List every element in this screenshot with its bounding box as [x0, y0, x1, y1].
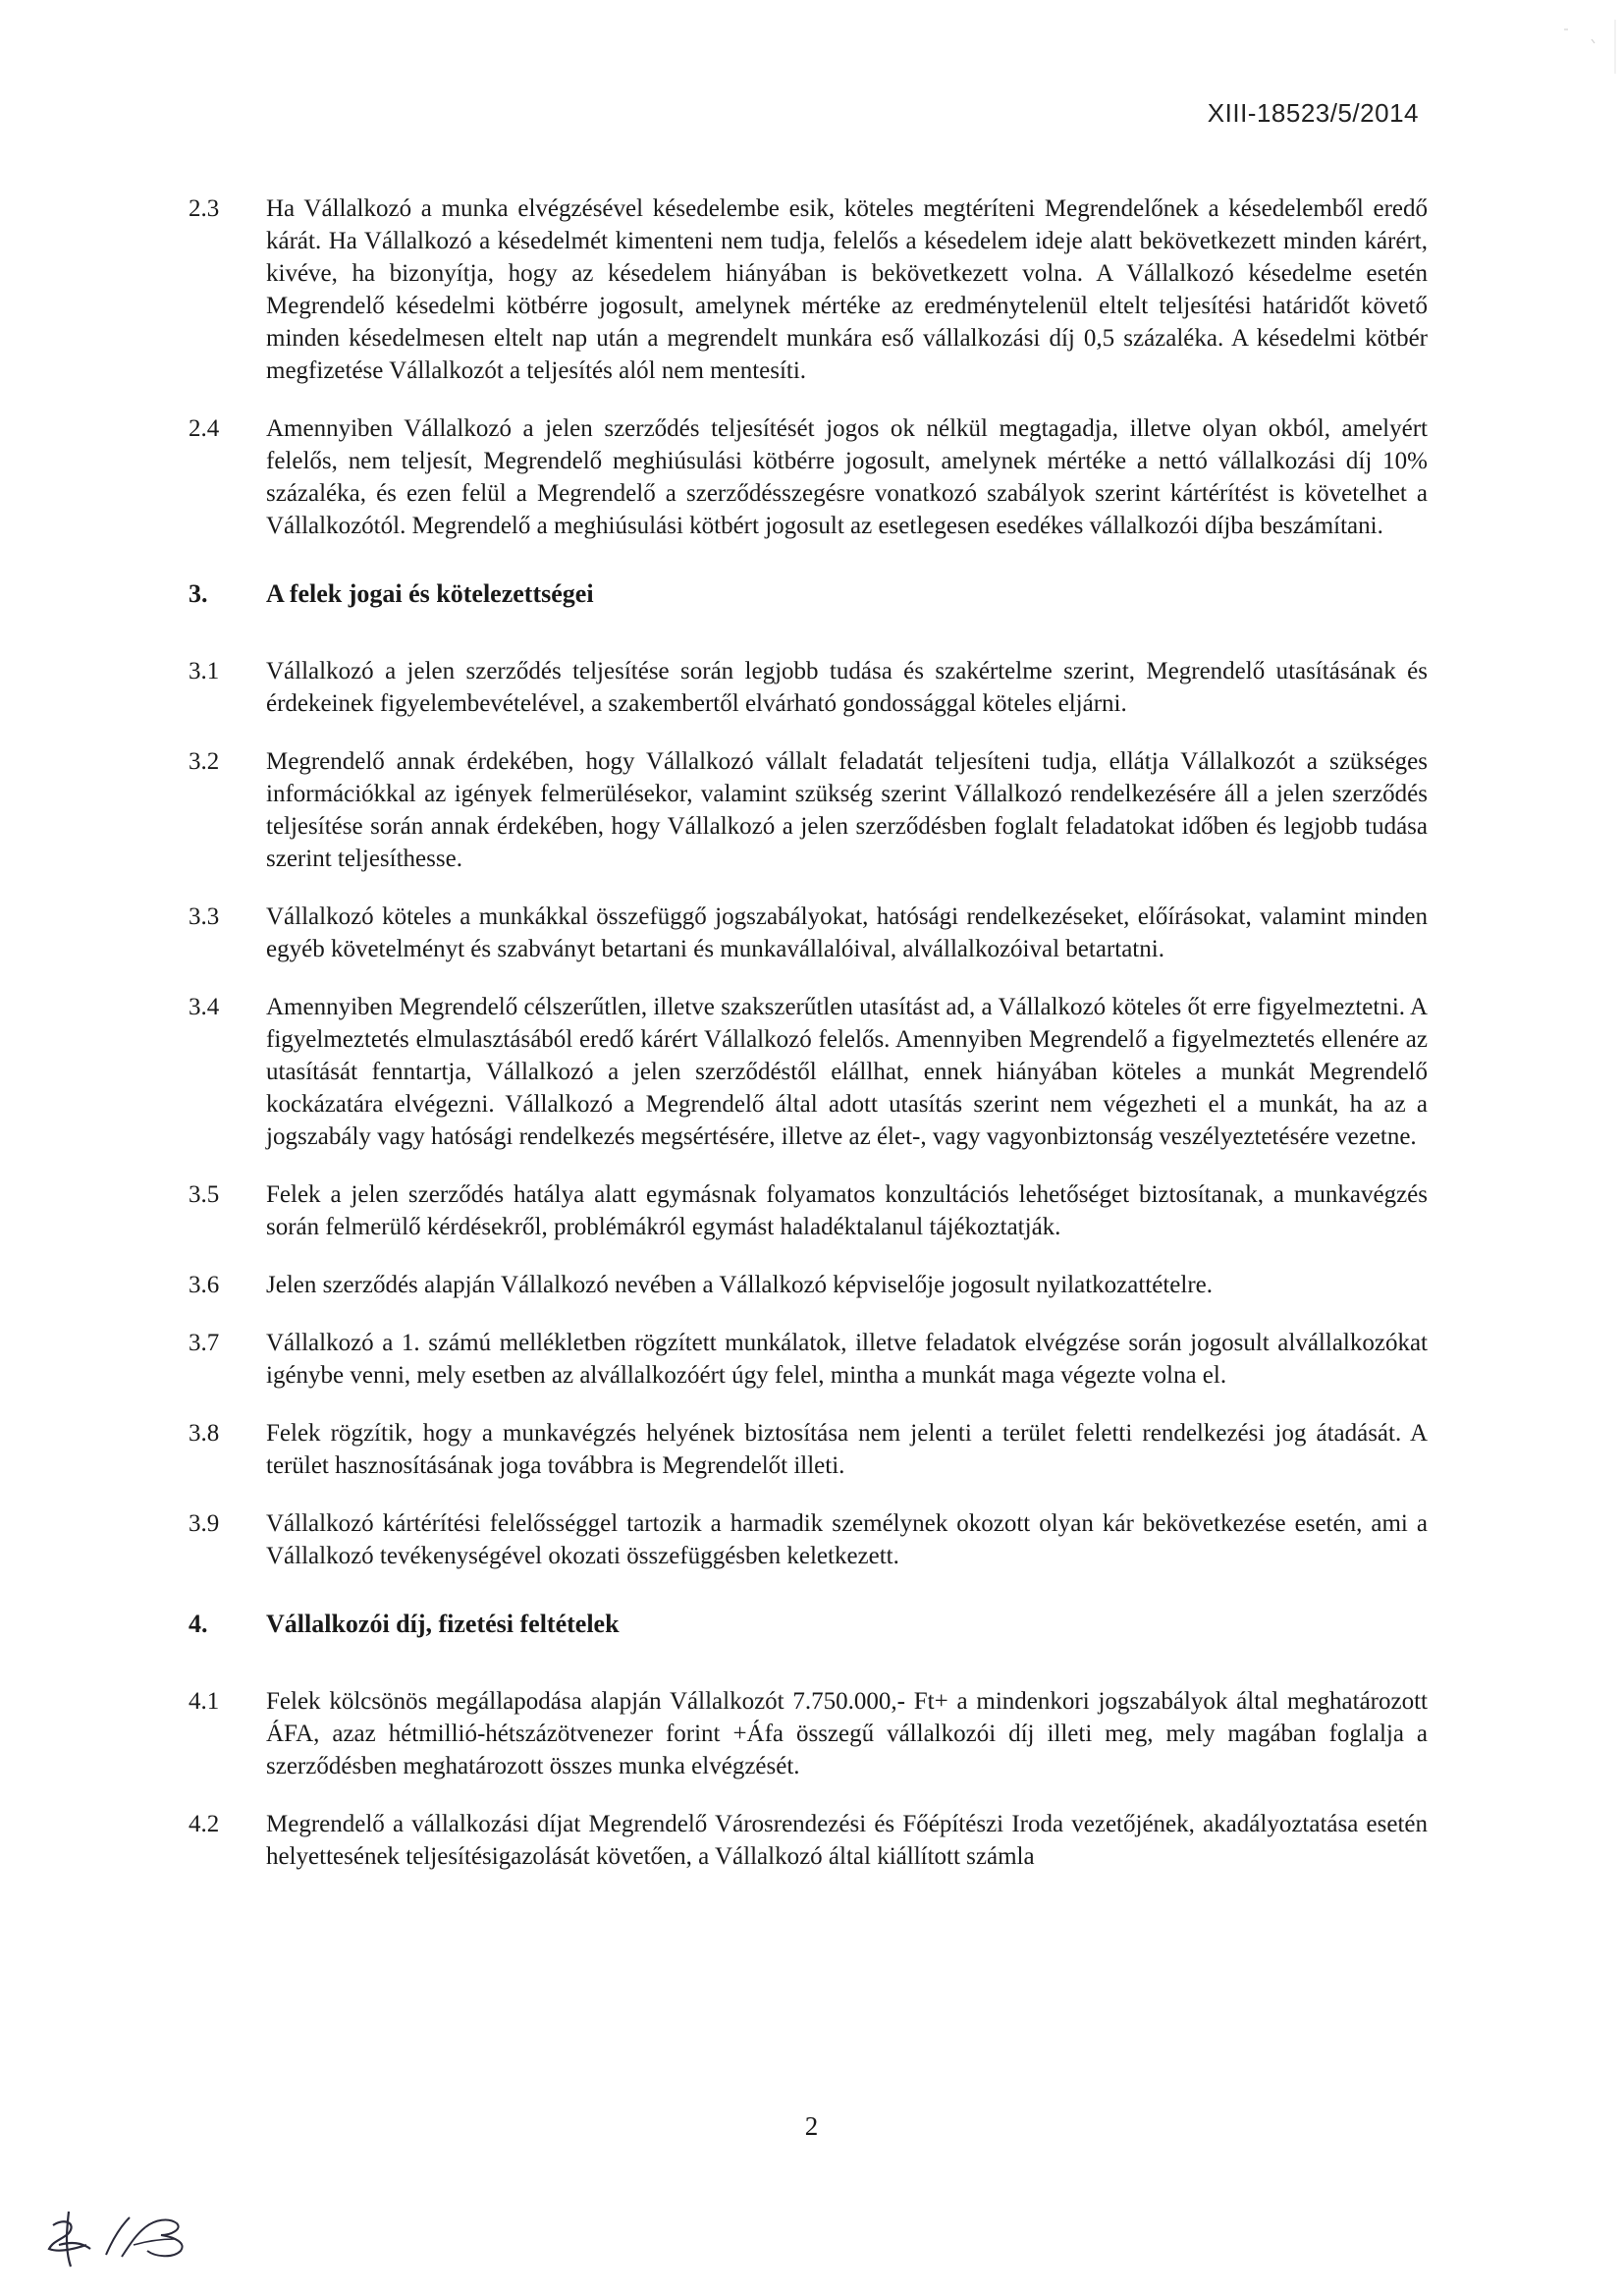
handwritten-initials — [39, 2206, 216, 2279]
clause-text: Felek a jelen szerződés hatálya alatt egymásnak folyamatos konzultációs lehetőséget biztosítanak, a munkavégzés során felmerülő kérdésekről, problémákról egymást haladéktalanul tájékoztatják. — [266, 1181, 1428, 1240]
clause-number: 3.2 — [189, 748, 220, 775]
section-heading — [189, 577, 1428, 610]
clause — [189, 1178, 1428, 1243]
clause-text: Megrendelő annak érdekében, hogy Vállalkozó vállalt feladatát teljesíteni tudja, ellátja Vállalkozót a szükséges információkkal az igények felmerülésekor, valamint szükség szerint Vállalkozó rendelkezésére áll a jelen szerződés teljesítése során annak érdekében, hogy Vállalkozó a jelen szerződésben foglalt feladatokat időben és legjobb tudása szerint teljesíthesse. — [266, 748, 1428, 872]
document-body — [189, 192, 1428, 1898]
clause-text: Amennyiben Megrendelő célszerűtlen, illetve szakszerűtlen utasítást ad, a Vállalkozó köteles őt erre figyelmeztetni. A figyelmeztetés elmulasztásából eredő kárért Vállalkozó felelős. Amennyiben Megrendelő a figyelmeztetés ellenére az utasítását fenntartja, Vállalkozó a jelen szerződéstől elállhat, ennek hiányában köteles a munkát Megrendelő kockázatára elvégezni. Vállalkozó a Megrendelő által adott utasítás szerint nem végezheti el a munkát, ha az a jogszabály vagy hatósági rendelkezés megsértésére, illetve az élet-, vagy vagyonbiztonság veszélyeztetésére vezetne. — [266, 994, 1428, 1150]
document-reference-number: XIII-18523/5/2014 — [1207, 98, 1419, 128]
clause — [189, 1269, 1428, 1301]
scan-corner-mark — [1466, 0, 1623, 83]
clause — [189, 1507, 1428, 1572]
page-number: 2 — [804, 2111, 819, 2141]
clause — [189, 991, 1428, 1153]
clause-text: Felek rögzítik, hogy a munkavégzés helyének biztosítása nem jelenti a terület feletti rendelkezési jog átadását. A terület hasznosításának joga továbbra is Megrendelőt illeti. — [266, 1420, 1428, 1479]
clause-text: Megrendelő a vállalkozási díjat Megrendelő Városrendezési és Főépítészi Iroda vezetőjének, akadályoztatása esetén helyettesének teljesítésigazolását követően, a Vállalkozó által kiállított számla — [266, 1811, 1428, 1870]
clause-number: 3.9 — [189, 1510, 220, 1537]
clause — [189, 412, 1428, 542]
clause — [189, 745, 1428, 875]
clause-number: 3.7 — [189, 1330, 220, 1356]
clause-text: Felek kölcsönös megállapodása alapján Vállalkozót 7.750.000,- Ft+ a mindenkori jogszabályok által meghatározott ÁFA, azaz hétmillió-hétszázötvenezer forint +Áfa összegű vállalkozói díj illeti meg, mely magában foglalja a szerződésben meghatározott összes munka elvégzését. — [266, 1688, 1428, 1779]
clause-number: 3.4 — [189, 994, 220, 1020]
clause-number: 4.1 — [189, 1688, 220, 1715]
clause-number: 3.1 — [189, 658, 220, 684]
clause-text: Vállalkozó kártérítési felelősséggel tartozik a harmadik személynek okozott olyan kár bekövetkezése esetén, ami a Vállalkozó tevékenységével okozati összefüggésben keletkezett. — [266, 1510, 1428, 1569]
section-heading-title: A felek jogai és kötelezettségei — [266, 579, 594, 608]
clause-text: Vállalkozó a 1. számú mellékletben rögzített munkálatok, illetve feladatok elvégzése során jogosult alvállalkozókat igénybe venni, mely esetben az alvállalkozóért úgy felel, mintha a munkát maga végezte volna el. — [266, 1330, 1428, 1389]
clause-number: 4.2 — [189, 1811, 220, 1837]
clause-number: 2.3 — [189, 195, 220, 222]
clause-number: 3.8 — [189, 1420, 220, 1447]
section-heading-title: Vállalkozói díj, fizetési feltételek — [266, 1610, 620, 1638]
clause — [189, 901, 1428, 965]
clause-text: Vállalkozó köteles a munkákkal összefüggő jogszabályokat, hatósági rendelkezéseket, előírásokat, valamint minden egyéb követelményt és szabványt betartani és munkavállalóival, alvállalkozóival betartatni. — [266, 903, 1428, 962]
clause-text: Vállalkozó a jelen szerződés teljesítése során legjobb tudása és szakértelme szerint, Megrendelő utasításának és érdekeinek figyelembevételével, a szakembertől elvárható gondossággal köteles eljárni. — [266, 658, 1428, 717]
clause-number: 3.3 — [189, 903, 220, 930]
clause — [189, 1327, 1428, 1392]
clause — [189, 1417, 1428, 1482]
clause — [189, 1685, 1428, 1782]
clause-number: 3.6 — [189, 1272, 220, 1298]
clause-number: 2.4 — [189, 415, 220, 442]
section-heading-number: 3. — [189, 579, 208, 608]
clause-text: Amennyiben Vállalkozó a jelen szerződés teljesítését jogos ok nélkül megtagadja, illetve olyan okból, amelyért felelős, nem teljesít, Megrendelő meghiúsulási kötbérre jogosult, amelynek mértéke a nettó vállalkozási díj 10% százaléka, és ezen felül a Megrendelő a szerződésszegésre vonatkozó szabályok szerint kártérítést is követelhet a Vállalkozótól. Megrendelő a meghiúsulási kötbért jogosult az esetlegesen esedékes vállalkozói díjba beszámítani. — [266, 415, 1428, 539]
clause-text: Ha Vállalkozó a munka elvégzésével késedelembe esik, köteles megtéríteni Megrendelőnek a késedelemből eredő kárát. Ha Vállalkozó a késedelmét kimenteni nem tudja, felelős a késedelem ideje alatt bekövetkezett minden kárért, kivéve, ha bizonyítja, hogy az késedelem hiányában is bekövetkezett volna. A Vállalkozó késedelme esetén Megrendelő késedelmi kötbérre jogosult, amelynek mértéke az eredménytelenül eltelt teljesítési határidőt követő minden késedelmesen eltelt nap után a megrendelt munkára eső vállalkozási díj 0,5 százaléka. A késedelmi kötbér megfizetése Vállalkozót a teljesítés alól nem mentesíti. — [266, 195, 1428, 384]
section-heading-number: 4. — [189, 1610, 208, 1638]
section-heading — [189, 1608, 1428, 1640]
clause-number: 3.5 — [189, 1181, 220, 1208]
clause — [189, 192, 1428, 387]
clause — [189, 655, 1428, 720]
clause — [189, 1808, 1428, 1873]
clause-text: Jelen szerződés alapján Vállalkozó nevében a Vállalkozó képviselője jogosult nyilatkozattételre. — [266, 1272, 1214, 1298]
